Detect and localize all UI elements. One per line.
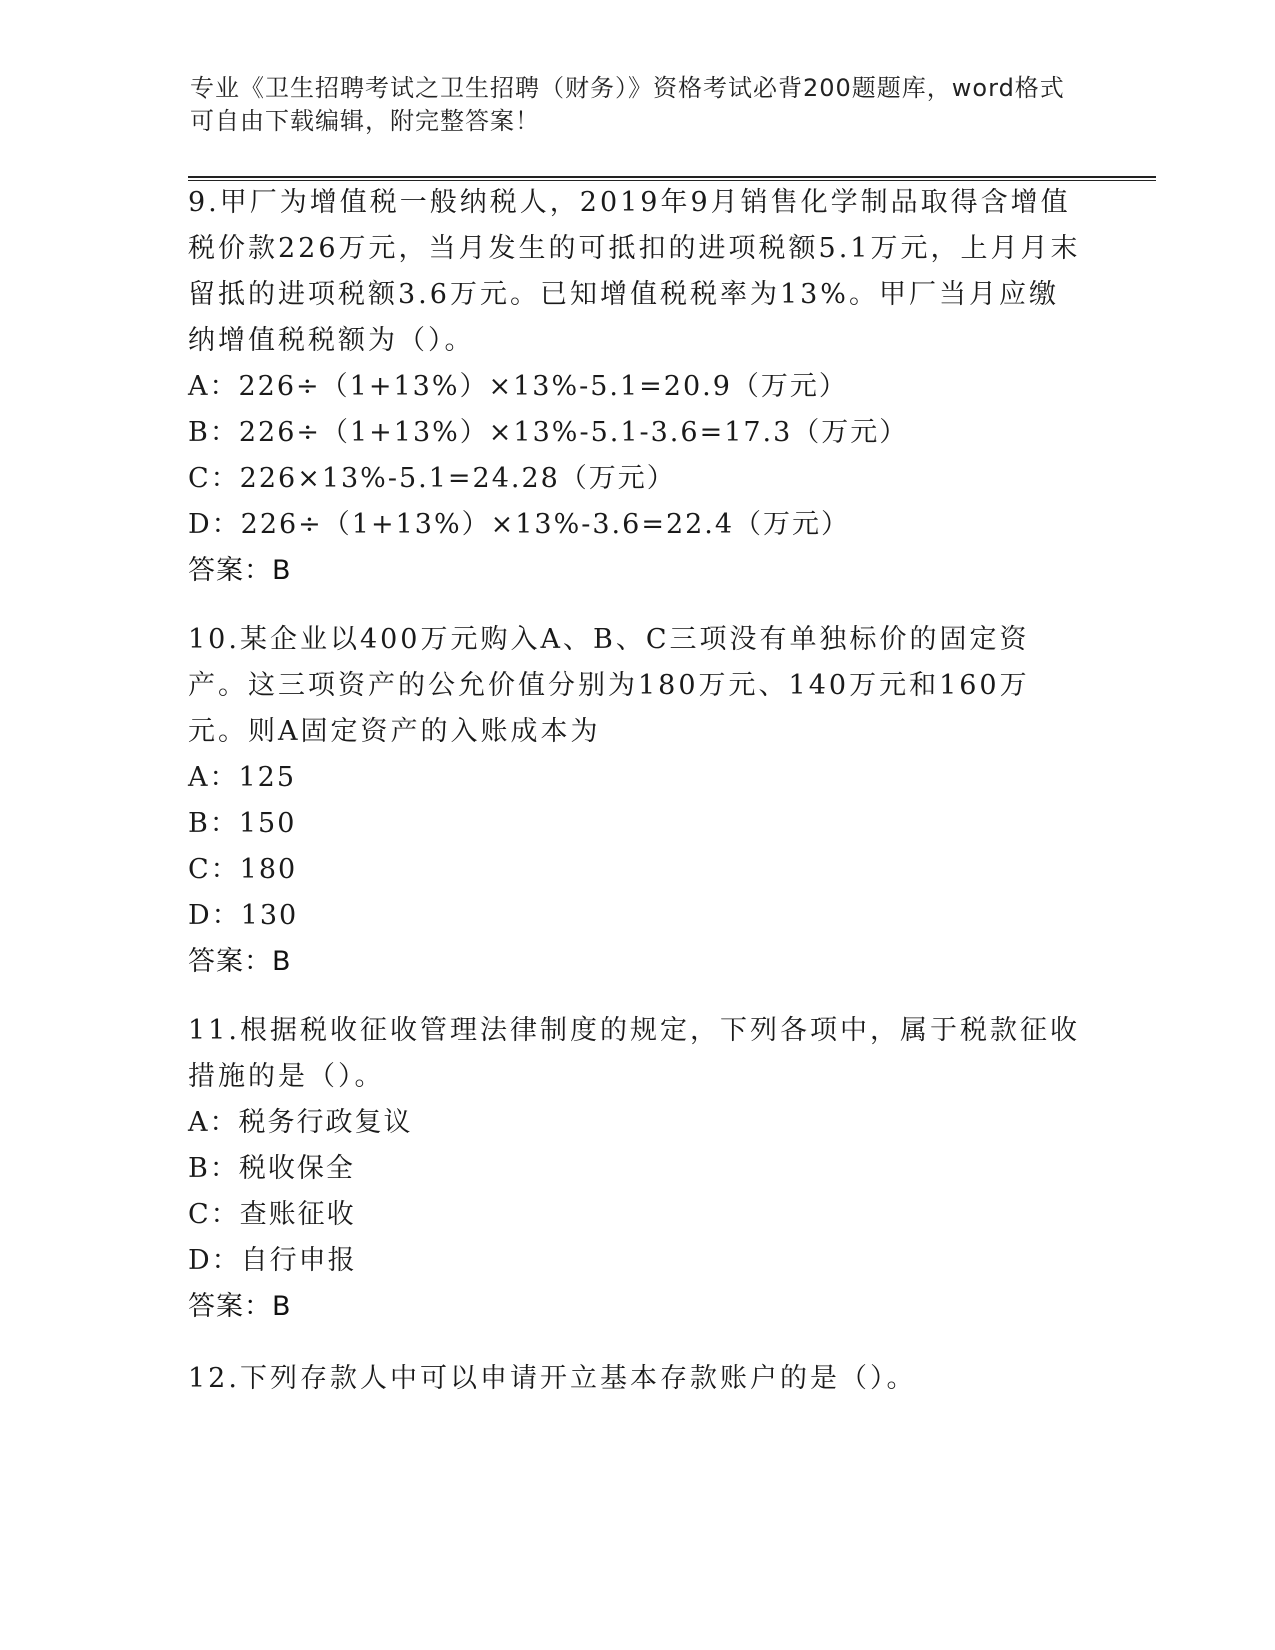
option-b: B：226÷（1+13%）×13%-5.1-3.6=17.3（万元） <box>188 417 909 448</box>
answer-label: 答案：B <box>188 946 292 977</box>
option-d: D：226÷（1+13%）×13%-3.6=22.4（万元） <box>188 509 851 540</box>
option-a: A：226÷（1+13%）×13%-5.1=20.9（万元） <box>188 371 848 402</box>
option-a: A：税务行政复议 <box>188 1107 413 1138</box>
question-stem: 12.下列存款人中可以申请开立基本存款账户的是（）。 <box>188 1363 917 1394</box>
document-header <box>190 72 1070 138</box>
question-9 <box>188 180 1088 594</box>
question-10 <box>188 617 1088 985</box>
answer-label: 答案：B <box>188 1291 292 1322</box>
option-d: D：130 <box>188 900 299 931</box>
question-stem: 11.根据税收征收管理法律制度的规定，下列各项中，属于税款征收措施的是（）。 <box>188 1015 1080 1092</box>
option-d: D：自行申报 <box>188 1245 357 1276</box>
option-c: C：查账征收 <box>188 1199 356 1230</box>
question-stem: 9.甲厂为增值税一般纳税人，2019年9月销售化学制品取得含增值税价款226万元，当月发生的可抵扣的进项税额5.1万元，上月月末留抵的进项税额3.6万元。已知增值税税率为13%。甲厂当月应缴纳增值税税额为（）。 <box>188 187 1081 356</box>
header-line-2: 可自由下载编辑，附完整答案！ <box>190 107 540 135</box>
option-a: A：125 <box>188 762 297 793</box>
option-b: B：150 <box>188 808 297 839</box>
question-stem: 10.某企业以400万元购入A、B、C三项没有单独标价的固定资产。这三项资产的公允价值分别为180万元、140万元和160万元。则A固定资产的入账成本为 <box>188 624 1030 747</box>
question-12 <box>188 1356 1088 1402</box>
header-line-1: 专业《卫生招聘考试之卫生招聘（财务）》资格考试必背200题题库，word格式 <box>190 74 1065 102</box>
option-c: C：180 <box>188 854 298 885</box>
option-list <box>188 1100 1088 1284</box>
answer-label: 答案：B <box>188 555 292 586</box>
option-list <box>188 364 1088 548</box>
option-c: C：226×13%-5.1=24.28（万元） <box>188 463 676 494</box>
option-list <box>188 755 1088 939</box>
question-11 <box>188 1008 1088 1330</box>
option-b: B：税收保全 <box>188 1153 355 1184</box>
